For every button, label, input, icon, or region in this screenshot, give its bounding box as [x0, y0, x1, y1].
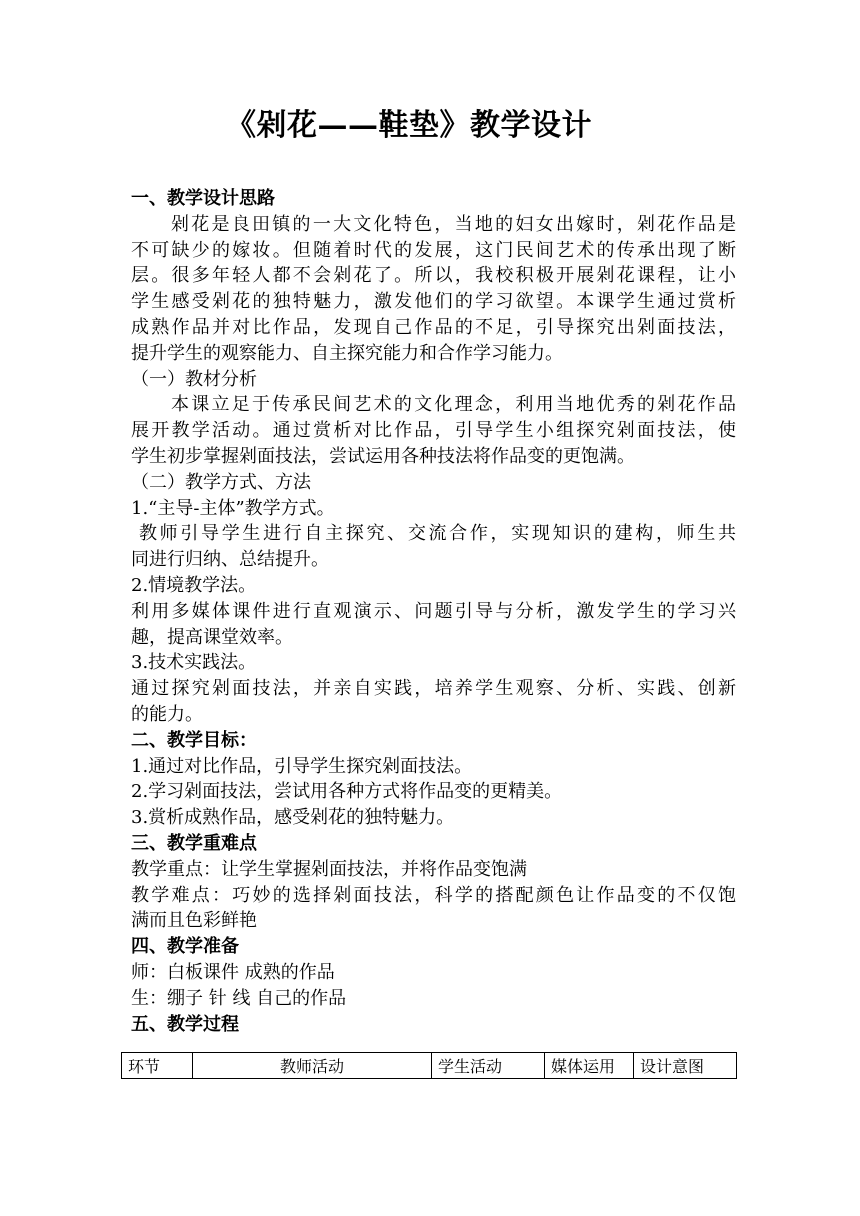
text-line: 2.学习剁面技法，尝试用各种方式将作品变的更精美。 — [131, 781, 563, 803]
text-line: 展开教学活动。通过赏析对比作品，引导学生小组探究剁面技法，使 — [131, 420, 736, 442]
text-line: 剁花是良田镇的一大文化特色，当地的妇女出嫁时，剁花作品是 — [171, 213, 736, 235]
text-line: 不可缺少的嫁妆。但随着时代的发展，这门民间艺术的传承出现了断 — [131, 239, 736, 261]
teaching-process-table — [121, 1052, 737, 1079]
text-line: 本课立足于传承民间艺术的文化理念，利用当地优秀的剁花作品 — [171, 394, 736, 416]
table-header-cell: 学生活动 — [432, 1053, 545, 1079]
text-line: 1.通过对比作品，引导学生探究剁面技法。 — [131, 755, 473, 777]
text-line: 教学难点：巧妙的选择剁面技法，科学的搭配颜色让作品变的不仅饱 — [131, 884, 736, 906]
text-line: 同进行归纳、总结提升。 — [131, 549, 329, 571]
text-line: 成熟作品并对比作品，发现自己作品的不足，引导探究出剁面技法， — [131, 316, 736, 338]
table-header-row — [122, 1053, 737, 1079]
text-line: 教师引导学生进行自主探究、交流合作，实现知识的建构，师生共 — [139, 523, 736, 545]
table-header-cell: 环节 — [122, 1053, 193, 1079]
section-heading: 三、教学重难点 — [131, 832, 257, 854]
section-heading: 五、教学过程 — [131, 1013, 239, 1035]
text-line: 利用多媒体课件进行直观演示、问题引导与分析，激发学生的学习兴 — [131, 600, 736, 622]
text-line: 生：绷子 针 线 自己的作品 — [131, 987, 347, 1009]
text-line: 趣，提高课堂效率。 — [131, 626, 293, 648]
text-line: （一）教材分析 — [131, 368, 257, 390]
text-line: 提升学生的观察能力、自主探究能力和合作学习能力。 — [131, 342, 563, 364]
text-line: 教学重点：让学生掌握剁面技法，并将作品变饱满 — [131, 858, 527, 880]
table-header-cell: 教师活动 — [193, 1053, 432, 1079]
table-header-cell: 媒体运用 — [545, 1053, 634, 1079]
document-body — [131, 186, 736, 1037]
text-line: 的能力。 — [131, 703, 203, 725]
text-line: 学生感受剁花的独特魅力，激发他们的学习欲望。本课学生通过赏析 — [131, 291, 736, 313]
section-heading: 一、教学设计思路 — [131, 188, 275, 209]
document-title: 《剁花——鞋垫》教学设计 — [226, 108, 592, 143]
text-line: 师：白板课件 成熟的作品 — [131, 961, 335, 983]
section-heading: 四、教学准备 — [131, 936, 239, 958]
table-header-cell: 设计意图 — [634, 1053, 737, 1079]
section-heading: 二、教学目标： — [131, 729, 257, 751]
text-line: 通过探究剁面技法，并亲自实践，培养学生观察、分析、实践、创新 — [131, 678, 736, 700]
text-line: 学生初步掌握剁面技法，尝试运用各种技法将作品变的更饱满。 — [131, 445, 635, 467]
text-line: 层。很多年轻人都不会剁花了。所以，我校积极开展剁花课程，让小 — [131, 265, 736, 287]
text-line: 3.技术实践法。 — [131, 652, 257, 674]
text-line: 1.“主导-主体”教学方式。 — [131, 497, 335, 519]
text-line: 3.赏析成熟作品，感受剁花的独特魅力。 — [131, 807, 455, 829]
text-line: 满而且色彩鲜艳 — [131, 910, 257, 932]
text-line: 2.情境教学法。 — [131, 574, 257, 596]
text-line: （二）教学方式、方法 — [131, 471, 311, 493]
